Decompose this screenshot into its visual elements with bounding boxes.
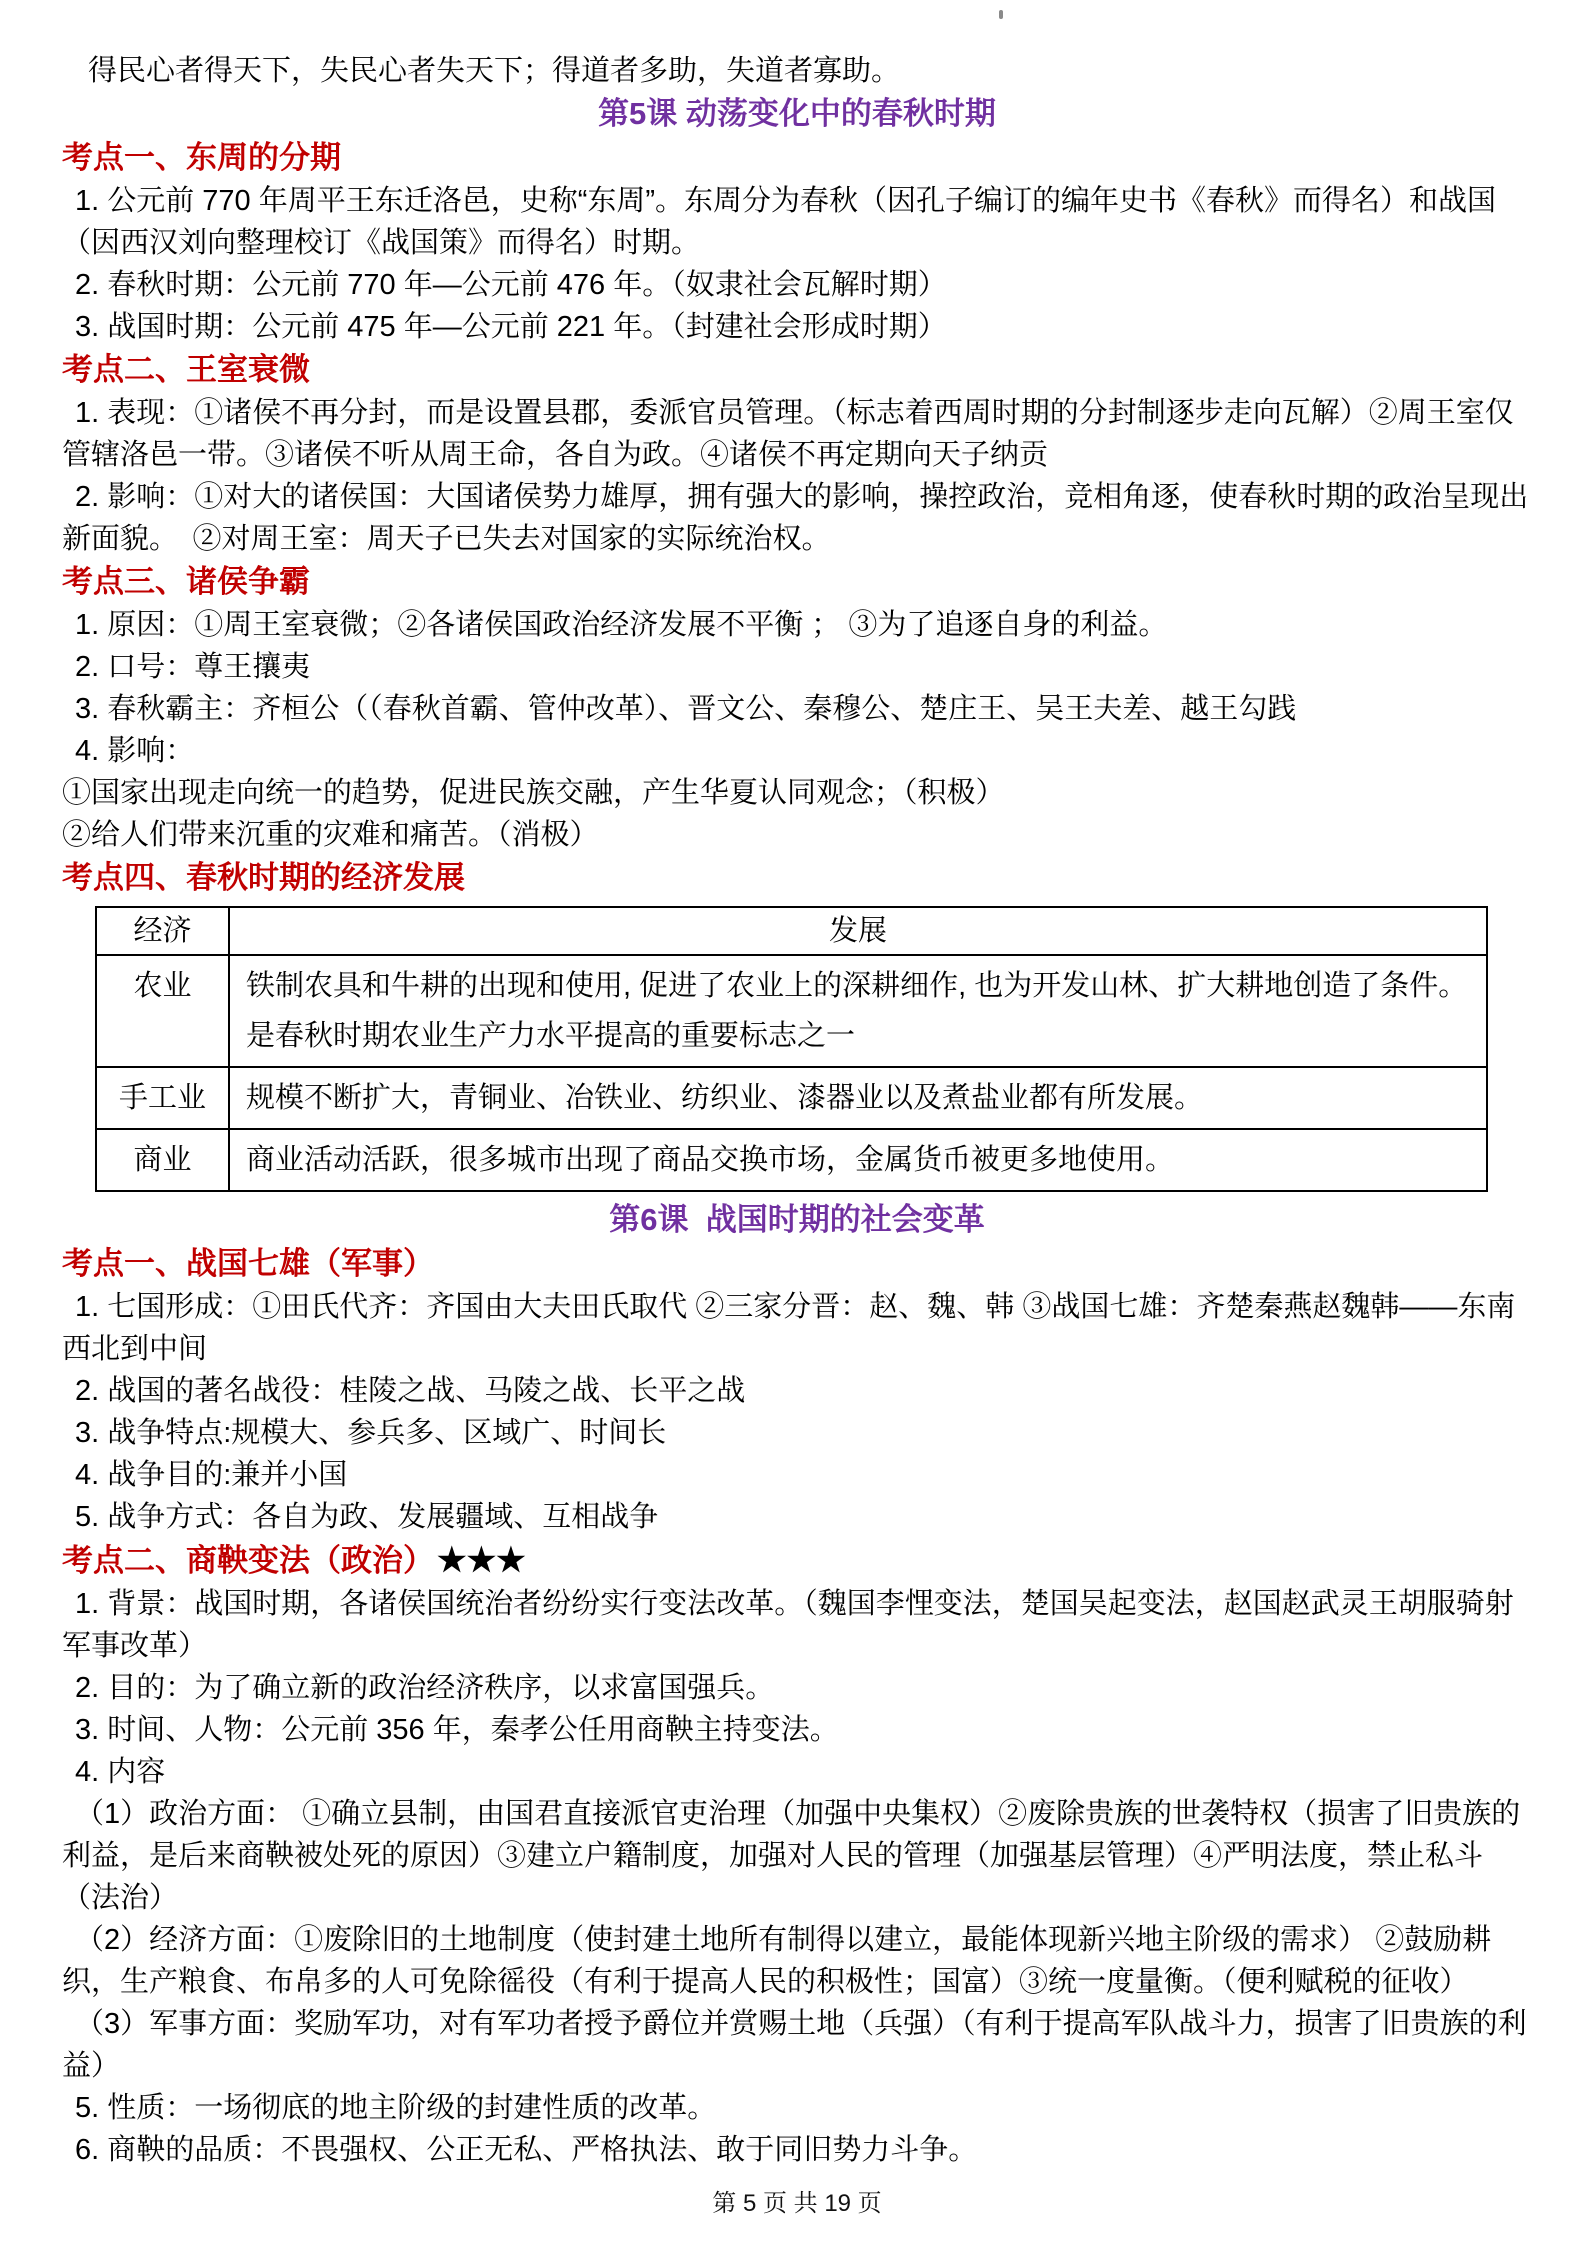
table-cell-label: 农业 <box>96 955 229 1067</box>
knowledge-point-item: 2. 影响：①对大的诸侯国：大国诸侯势力雄厚，拥有强大的影响，操控政治，竞相角逐，使春秋时期的政治呈现出新面貌。 ②对周王室：周天子已失去对国家的实际统治权。 <box>62 481 1529 555</box>
knowledge-point-item: 1. 公元前 770 年周平王东迁洛邑，史称“东周”。东周分为春秋（因孔子编订的编年史书《春秋》而得名）和战国（因西汉刘向整理校订《战国策》而得名）时期。 <box>62 185 1497 259</box>
knowledge-point-item: ①国家出现走向统一的趋势，促进民族交融，产生华夏认同观念；（积极） <box>62 777 1005 809</box>
knowledge-point-item: （1）政治方面： ①确立县制，由国君直接派官吏治理（加强中央集权）②废除贵族的世袭特权（损害了旧贵族的利益，是后来商鞅被处死的原因）③建立户籍制度，加强对人民的管理（加强基层管理）④严明法度，禁止私斗（法治） <box>62 1798 1521 1914</box>
lesson5-kaodian3-heading: 考点三、诸侯争霸 <box>62 564 310 599</box>
knowledge-point-item: 3. 时间、人物：公元前 356 年，秦孝公任用商鞅主持变法。 <box>75 1714 839 1746</box>
knowledge-point-item: 3. 战国时期：公元前 475 年—公元前 221 年。（封建社会形成时期） <box>75 311 947 343</box>
knowledge-point-item: 2. 战国的著名战役：桂陵之战、马陵之战、长平之战 <box>75 1375 746 1407</box>
knowledge-point-item: 2. 口号：尊王攘夷 <box>75 651 311 683</box>
lesson6-kaodian2-heading <box>62 1538 1532 1583</box>
heading-text: 考点二、商鞅变法（政治） <box>62 1543 434 1578</box>
table-cell-label: 手工业 <box>96 1067 229 1129</box>
knowledge-point-item: 2. 春秋时期：公元前 770 年—公元前 476 年。（奴隶社会瓦解时期） <box>75 269 947 301</box>
table-row <box>96 955 1487 1067</box>
knowledge-point-item: 1. 表现：①诸侯不再分封，而是设置县郡，委派官员管理。（标志着西周时期的分封制逐步走向瓦解）②周王室仅管辖洛邑一带。③诸侯不听从周王命，各自为政。④诸侯不再定期向天子纳贡 <box>62 397 1514 471</box>
knowledge-point-item: 5. 战争方式：各自为政、发展疆域、互相战争 <box>75 1501 659 1533</box>
knowledge-point-item: 1. 背景：战国时期，各诸侯国统治者纷纷实行变法改革。（魏国李悝变法，楚国吴起变法，赵国赵武灵王胡服骑射军事改革） <box>62 1588 1514 1662</box>
economy-development-table <box>95 906 1488 1192</box>
knowledge-point-item: 6. 商鞅的品质：不畏强权、公正无私、严格执法、敢于同旧势力斗争。 <box>75 2134 978 2166</box>
lesson6-title: 第6课 战国时期的社会变革 <box>609 1202 985 1237</box>
lesson5-kaodian1-heading: 考点一、东周的分期 <box>62 140 341 175</box>
quote-line: 得民心者得天下，失民心者失天下；得道者多助，失道者寡助。 <box>88 55 901 87</box>
table-header-row <box>96 907 1487 955</box>
lesson5-kaodian2-heading: 考点二、王室衰微 <box>62 352 310 387</box>
knowledge-point-item: 2. 目的：为了确立新的政治经济秩序，以求富国强兵。 <box>75 1672 775 1704</box>
knowledge-point-item: ②给人们带来沉重的灾难和痛苦。（消极） <box>62 819 599 851</box>
table-row <box>96 1067 1487 1129</box>
table-cell-label: 商业 <box>96 1129 229 1191</box>
stray-mark <box>999 10 1003 19</box>
table-cell-content: 铁制农具和牛耕的出现和使用, 促进了农业上的深耕细作, 也为开发山林、扩大耕地创造了条件。是春秋时期农业生产力水平提高的重要标志之一 <box>229 955 1487 1067</box>
table-row <box>96 1129 1487 1191</box>
table-header-economy: 经济 <box>96 907 229 955</box>
knowledge-point-item: 3. 春秋霸主：齐桓公（（春秋首霸、管仲改革）、晋文公、秦穆公、楚庄王、吴王夫差、越王勾践 <box>75 693 1297 725</box>
knowledge-point-item: 3. 战争特点:规模大、参兵多、区域广、时间长 <box>75 1417 667 1449</box>
table-header-development: 发展 <box>229 907 1487 955</box>
table-cell-content: 规模不断扩大，青铜业、冶铁业、纺织业、漆器业以及煮盐业都有所发展。 <box>229 1067 1487 1129</box>
star-rating: ★★★ <box>437 1541 526 1578</box>
table-cell-content: 商业活动活跃，很多城市出现了商品交换市场，金属货币被更多地使用。 <box>229 1129 1487 1191</box>
knowledge-point-item: 4. 战争目的:兼并小国 <box>75 1459 348 1491</box>
knowledge-point-item: （2）经济方面：①废除旧的土地制度（使封建土地所有制得以建立，最能体现新兴地主阶级的需求） ②鼓励耕织，生产粮食、布帛多的人可免除徭役（有利于提高人民的积极性；国富）③统一度量衡。（便利赋税的征收） <box>62 1924 1492 1998</box>
lesson5-title: 第5课 动荡变化中的春秋时期 <box>598 96 996 131</box>
knowledge-point-item: 1. 七国形成：①田氏代齐：齐国由大夫田氏取代 ②三家分晋：赵、魏、韩 ③战国七雄：齐楚秦燕赵魏韩——东南西北到中间 <box>62 1291 1516 1365</box>
page-footer: 第 5 页 共 19 页 <box>712 2190 882 2217</box>
knowledge-point-item: （3）军事方面：奖励军功，对有军功者授予爵位并赏赐土地（兵强）（有利于提高军队战斗力，损害了旧贵族的利益） <box>62 2008 1527 2082</box>
lesson5-kaodian4-heading: 考点四、春秋时期的经济发展 <box>62 860 465 895</box>
lesson6-kaodian1-heading: 考点一、战国七雄（军事） <box>62 1246 434 1281</box>
knowledge-point-item: 4. 内容 <box>75 1756 166 1788</box>
knowledge-point-item: 1. 原因：①周王室衰微；②各诸侯国政治经济发展不平衡 ； ③为了追逐自身的利益。 <box>75 609 1168 641</box>
knowledge-point-item: 5. 性质：一场彻底的地主阶级的封建性质的改革。 <box>75 2092 717 2124</box>
knowledge-point-item: 4. 影响： <box>75 735 195 767</box>
